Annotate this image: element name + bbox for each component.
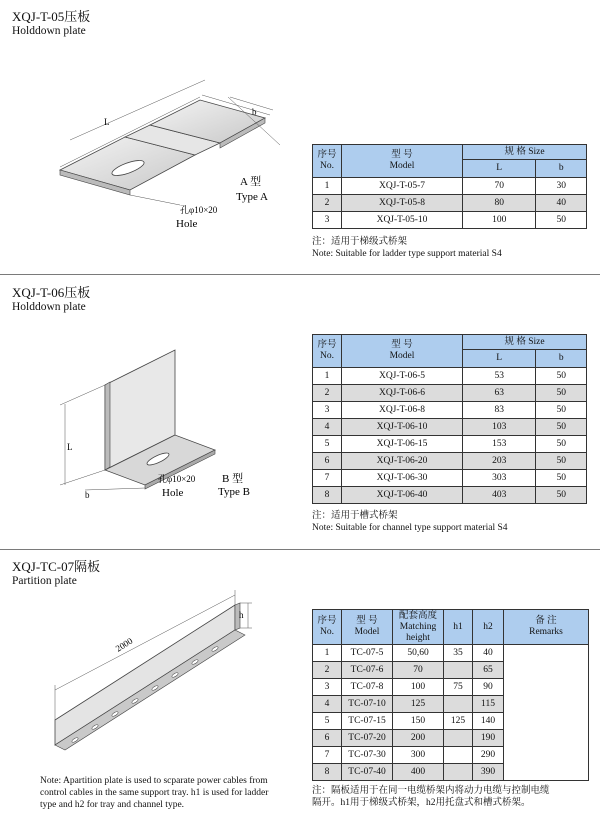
table-row: 1 XQJ-T-06-5 53 50 — [313, 368, 587, 385]
header-model: 型 号 Model — [342, 145, 463, 178]
table-row: 2 XQJ-T-06-6 63 50 — [313, 385, 587, 402]
type-en-label: Type A — [236, 191, 268, 203]
dim-L-label: L — [104, 117, 110, 127]
section3-note-cn: 注：隔板适用于在同一电缆桥架内将动力电缆与控制电缆 隔开。h1用于梯级式桥架，h2用托盘式和槽式桥架。 — [312, 786, 550, 808]
section-divider — [0, 274, 600, 275]
table-row: 1 XQJ-T-05-7 70 30 — [313, 178, 587, 195]
section1-spec-table — [312, 144, 587, 229]
holddown-plate-b-drawing — [40, 340, 300, 510]
table-row: 6 XQJ-T-06-20 203 50 — [313, 453, 587, 470]
header-matching-height: 配套高度 Matching height — [393, 610, 444, 645]
header-model: 型 号 Model — [342, 335, 463, 368]
header-h1: h1 — [444, 610, 473, 645]
table-row: 5 TC-07-15 150 125 140 — [313, 713, 589, 730]
header-no: 序号 No. — [313, 335, 342, 368]
dim-length-label: 2000 — [113, 635, 135, 654]
section3-spec-table — [312, 609, 589, 781]
header-b: b — [536, 350, 587, 368]
section2-title: XQJ-T-06压板 — [12, 285, 91, 300]
section3-note-en: Note: Apartition plate is used to scparate power cables from control cables in the same support tray. h1 is used for ladder type and h2 for tray and channel type. — [40, 776, 269, 810]
remarks-cell — [504, 645, 589, 781]
section2-note: 注：适用于槽式桥架 Note: Suitable for channel type support material S4 — [312, 511, 508, 533]
section1-title: XQJ-T-05压板 — [12, 9, 91, 24]
table-row: 2 TC-07-6 70 65 — [313, 662, 589, 679]
header-b: b — [536, 160, 587, 178]
dim-b-label: b — [85, 490, 90, 500]
table-row: 8 XQJ-T-06-40 403 50 — [313, 487, 587, 504]
table-row: 8 TC-07-40 400 390 — [313, 764, 589, 781]
header-no: 序号 No. — [313, 610, 342, 645]
table-row: 4 XQJ-T-06-10 103 50 — [313, 419, 587, 436]
header-L: L — [463, 160, 536, 178]
table-row: 7 XQJ-T-06-30 303 50 — [313, 470, 587, 487]
dim-L-label: L — [67, 442, 73, 452]
hole-label: Hole — [176, 218, 198, 230]
section2-subtitle: Holddown plate — [12, 301, 86, 313]
hole-size-label: 孔φ10×20 — [158, 474, 196, 484]
type-en-label: Type B — [218, 486, 250, 498]
table-row: 2 XQJ-T-05-8 80 40 — [313, 195, 587, 212]
section1-subtitle: Holddown plate — [12, 25, 86, 37]
section-divider — [0, 549, 600, 550]
table-row: 6 TC-07-20 200 190 — [313, 730, 589, 747]
header-model: 型 号 Model — [342, 610, 393, 645]
table-row: 3 XQJ-T-06-8 83 50 — [313, 402, 587, 419]
table-row: 3 XQJ-T-05-10 100 50 — [313, 212, 587, 229]
hole-label: Hole — [162, 487, 184, 499]
header-no: 序号 No. — [313, 145, 342, 178]
partition-plate-drawing — [40, 590, 260, 770]
table-row: 4 TC-07-10 125 115 — [313, 696, 589, 713]
table-row: 1 TC-07-5 50,60 35 40 — [313, 645, 589, 662]
hole-size-label: 孔φ10×20 — [180, 205, 218, 215]
table-row: 5 XQJ-T-06-15 153 50 — [313, 436, 587, 453]
dim-h-label: h — [239, 610, 244, 620]
header-size: 规 格 Size — [463, 145, 587, 160]
section3-title: XQJ-TC-07隔板 — [12, 559, 101, 574]
section2-spec-table — [312, 334, 587, 504]
section1-note: 注：适用于梯级式桥架 Note: Suitable for ladder type support material S4 — [312, 237, 502, 259]
header-L: L — [463, 350, 536, 368]
dim-b-label: b — [252, 107, 257, 117]
table-row: 7 TC-07-30 300 290 — [313, 747, 589, 764]
header-size: 规 格 Size — [463, 335, 587, 350]
section3-subtitle: Partition plate — [12, 575, 77, 587]
header-remarks: 备 注 Remarks — [504, 610, 589, 645]
type-cn-label: B 型 — [222, 473, 244, 485]
table-row: 3 TC-07-8 100 75 90 — [313, 679, 589, 696]
type-cn-label: A 型 — [240, 176, 262, 188]
holddown-plate-a-drawing — [30, 55, 300, 235]
header-h2: h2 — [473, 610, 504, 645]
